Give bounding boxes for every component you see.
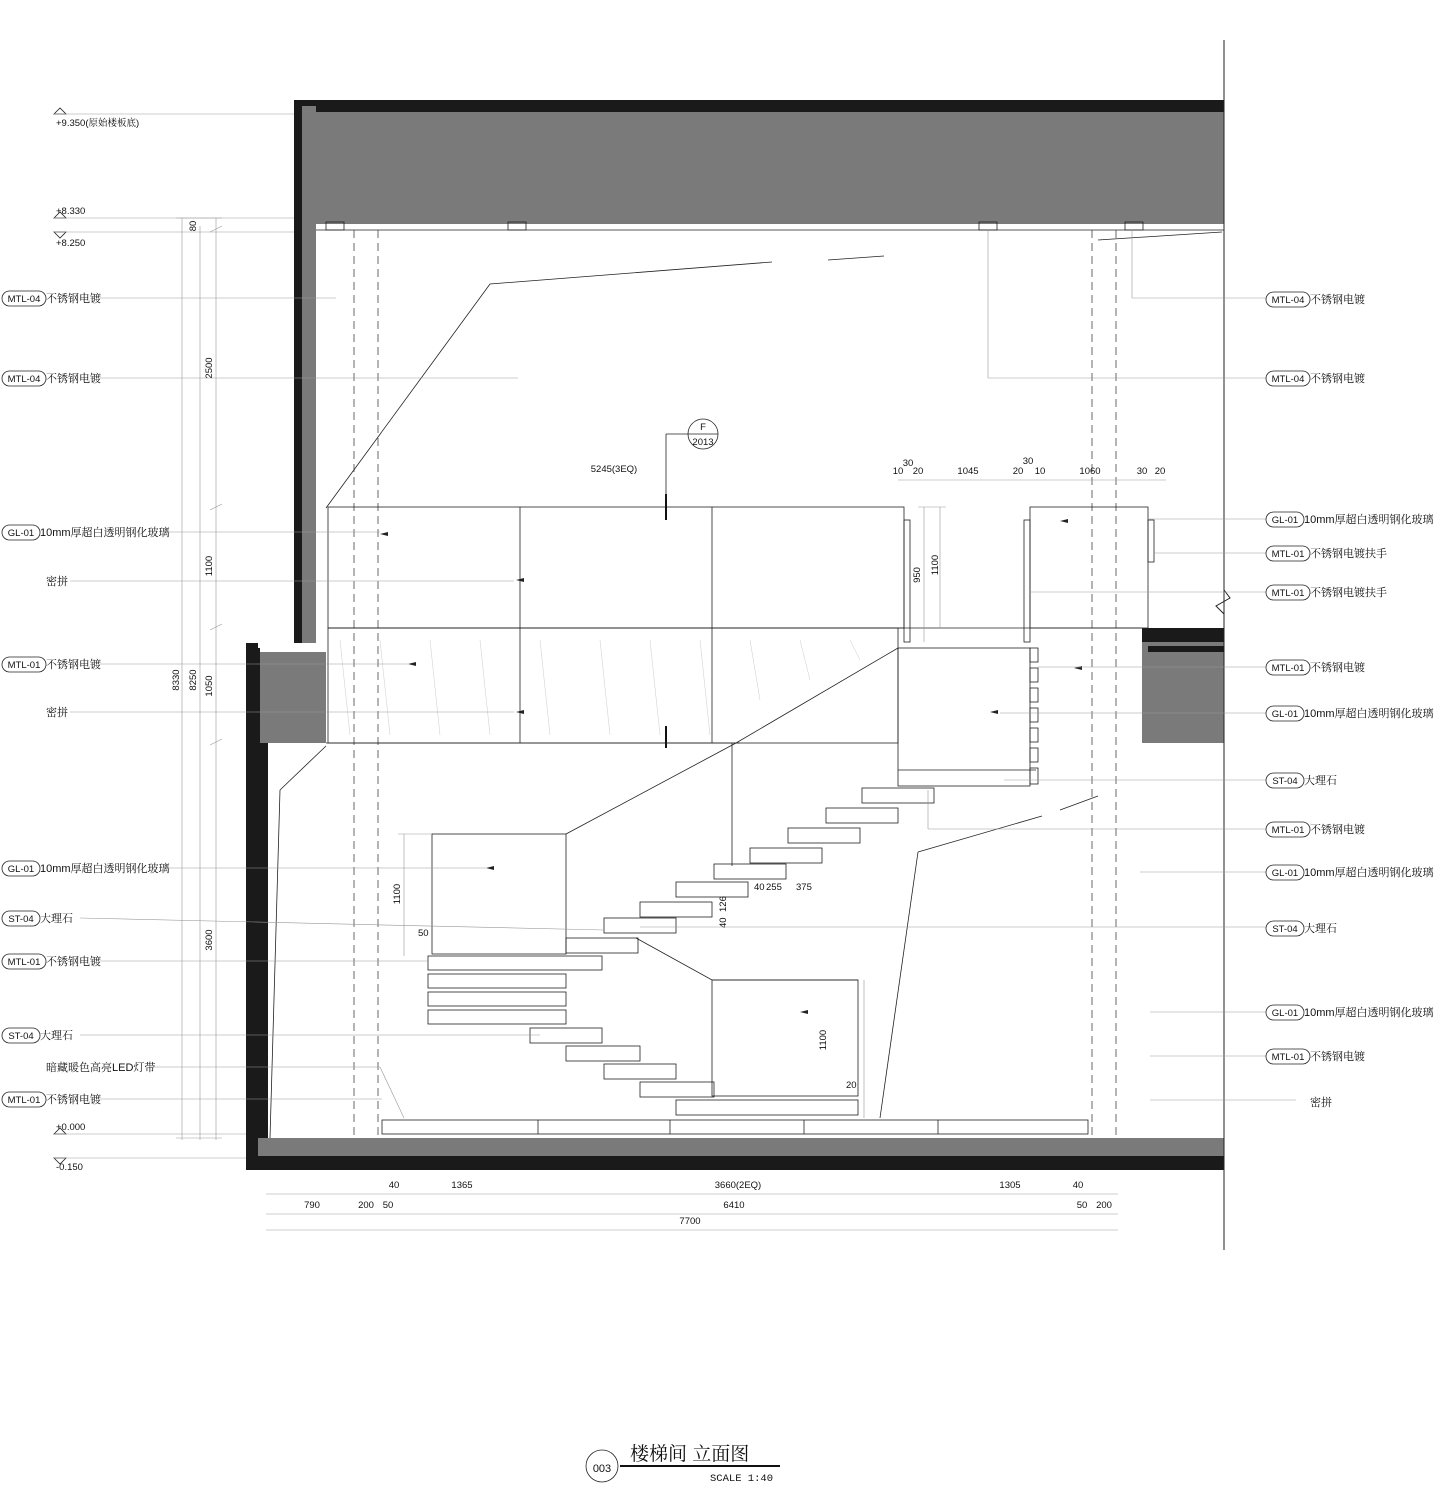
dim-2500: 2500: [204, 357, 215, 379]
label-text: 密拼: [1310, 1097, 1332, 1109]
label-tag: GL-01: [1271, 868, 1299, 879]
structure: [246, 40, 1230, 1250]
right-label: [1030, 585, 1387, 600]
left-label: [2, 911, 604, 930]
label-text: 密拼: [46, 576, 68, 588]
dim-1100-landing: 1100: [392, 883, 403, 905]
right-labels: [640, 230, 1434, 1109]
left-label: [2, 1092, 382, 1107]
label-text: 10mm厚超白透明钢化玻璃: [1304, 867, 1434, 879]
floor-slab: [258, 1138, 1224, 1156]
label-tag: MTL-04: [7, 374, 41, 385]
dim-950: 950: [912, 567, 923, 583]
dim-top-20a: 20: [912, 466, 924, 477]
mid-slab-right-top: [1142, 628, 1224, 642]
dim-790: 790: [304, 1200, 320, 1211]
label-text: 不锈钢电镀: [46, 956, 101, 968]
mid-slab-right: [1142, 628, 1224, 743]
dim-top-30b: 30: [1022, 456, 1034, 467]
dim-1100-lower: 1100: [818, 1029, 829, 1051]
dim-3660: 3660(2EQ): [714, 1180, 762, 1191]
label-tag: GL-01: [1271, 709, 1299, 720]
wall-outline: [246, 100, 1224, 1170]
label-text: 不锈钢电镀扶手: [1310, 587, 1387, 599]
label-text: 大理石: [1304, 775, 1337, 787]
right-label: [1004, 773, 1337, 788]
dim-8250: 8250: [188, 669, 199, 691]
mid-slab-left-edge: [252, 648, 260, 743]
label-tag: MTL-01: [1271, 663, 1305, 674]
dim-top-10b: 10: [1034, 466, 1046, 477]
right-label: [988, 230, 1365, 386]
drawing-scale: SCALE 1:40: [710, 1473, 774, 1485]
label-tag: MTL-01: [1271, 549, 1305, 560]
drawing-title: 楼梯间 立面图: [630, 1444, 750, 1465]
title-block: [586, 1443, 780, 1485]
dim-b1-40a: 40: [388, 1180, 400, 1191]
dim-7700: 7700: [679, 1216, 701, 1227]
dim-80: 80: [188, 220, 199, 232]
label-tag: MTL-04: [1271, 295, 1305, 306]
stair-dimensions: [718, 882, 812, 928]
dim-20: 20: [846, 1080, 857, 1091]
dim-stair-126: 126: [718, 896, 729, 912]
detail-ref-sheet: 2013: [692, 437, 714, 448]
left-label: [2, 861, 486, 876]
left-label: [46, 1060, 404, 1118]
label-tag: GL-01: [7, 864, 35, 875]
label-text: 10mm厚超白透明钢化玻璃: [40, 527, 170, 539]
level-9350: +9.350(原始楼板底): [56, 118, 140, 129]
dim-50: 50: [418, 928, 429, 939]
label-text: 不锈钢电镀: [46, 659, 101, 671]
drawing-number: 003: [592, 1463, 612, 1475]
left-label: [2, 657, 408, 672]
dim-top-10a: 10: [892, 466, 904, 477]
right-label: [640, 921, 1337, 936]
label-text: 不锈钢电镀: [46, 373, 101, 385]
dim-stair-40b: 40: [718, 917, 729, 928]
label-text: 10mm厚超白透明钢化玻璃: [40, 863, 170, 875]
label-tag: ST-04: [1272, 776, 1298, 787]
dim-1060: 1060: [1079, 466, 1101, 477]
detail-ref-letter: F: [700, 422, 706, 433]
lower-left-wall: [258, 743, 268, 1138]
label-tag: MTL-04: [1271, 374, 1305, 385]
label-tag: GL-01: [1271, 515, 1299, 526]
label-tag: MTL-01: [1271, 1052, 1305, 1063]
label-text: 10mm厚超白透明钢化玻璃: [1304, 1007, 1434, 1019]
dim-1050: 1050: [204, 675, 215, 697]
label-text: 暗藏暖色高亮LED灯带: [46, 1062, 156, 1074]
label-tag: ST-04: [8, 1031, 34, 1042]
dim-1100: 1100: [204, 555, 215, 577]
label-tag: GL-01: [1271, 1008, 1299, 1019]
label-tag: MTL-01: [7, 660, 41, 671]
upper-landing-box: [898, 648, 1082, 786]
label-text: 不锈钢电镀扶手: [1310, 548, 1387, 560]
bottom-dimensions: [266, 1180, 1118, 1230]
right-label: [1154, 546, 1387, 561]
mid-slab-left: [258, 652, 326, 743]
label-text: 密拼: [46, 707, 68, 719]
level-8330: +8.330: [56, 206, 86, 217]
left-label: [2, 525, 380, 540]
dim-stair-375: 375: [796, 882, 812, 893]
dim-b1-40b: 40: [1072, 1180, 1084, 1191]
mid-slab-right-slot: [1148, 646, 1224, 652]
dim-3600: 3600: [204, 929, 215, 951]
dim-stair-40a: 40: [754, 882, 765, 893]
label-tag: MTL-01: [7, 957, 41, 968]
label-text: 大理石: [1304, 923, 1337, 935]
dim-top-20c: 20: [1154, 466, 1166, 477]
label-tag: MTL-04: [7, 294, 41, 305]
dim-b2-50a: 50: [382, 1200, 394, 1211]
dim-1305: 1305: [999, 1180, 1021, 1191]
dim-b2-50b: 50: [1076, 1200, 1088, 1211]
dim-top-20b: 20: [1012, 466, 1024, 477]
label-text: 不锈钢电镀: [1310, 824, 1365, 836]
top-slab: [316, 112, 1224, 224]
right-label: [1150, 1049, 1365, 1064]
label-text: 10mm厚超白透明钢化玻璃: [1304, 708, 1434, 720]
left-label: [2, 291, 336, 306]
dashed-guides: [354, 230, 1116, 1138]
dim-1100-upper: 1100: [930, 554, 941, 576]
left-label: [46, 574, 514, 588]
dim-stair-255: 255: [766, 882, 782, 893]
top-dimensions: [591, 456, 1166, 480]
label-text: 不锈钢电镀: [1310, 662, 1365, 674]
level-0000: +0.000: [56, 1122, 86, 1133]
right-label: [1132, 230, 1365, 307]
left-wall: [302, 106, 316, 643]
dim-top-30c: 30: [1136, 466, 1148, 477]
label-text: 大理石: [40, 1030, 73, 1042]
dim-8330: 8330: [171, 669, 182, 691]
dim-1045: 1045: [957, 466, 979, 477]
label-text: 不锈钢电镀: [1310, 1051, 1365, 1063]
right-label: [1150, 1095, 1332, 1109]
stair: [382, 648, 1088, 1134]
label-tag: ST-04: [1272, 924, 1298, 935]
right-label: [1140, 865, 1434, 880]
dim-top-30a: 30: [902, 458, 914, 469]
right-label: [1148, 512, 1434, 527]
label-text: 不锈钢电镀: [1310, 294, 1365, 306]
level-8250: +8.250: [56, 238, 86, 249]
dim-6410: 6410: [723, 1200, 745, 1211]
left-label: [2, 1028, 540, 1043]
right-label: [1150, 1005, 1434, 1020]
dim-b2-200b: 200: [1096, 1200, 1112, 1211]
label-text: 不锈钢电镀: [46, 1094, 101, 1106]
label-tag: MTL-01: [1271, 825, 1305, 836]
label-tag: MTL-01: [7, 1095, 41, 1106]
label-text: 不锈钢电镀: [1310, 373, 1365, 385]
label-text: 不锈钢电镀: [46, 293, 101, 305]
dim-1365: 1365: [451, 1180, 473, 1191]
detail-reference: [666, 419, 718, 500]
left-label: [2, 371, 518, 386]
reflection-lines: [270, 232, 1222, 1138]
label-text: 10mm厚超白透明钢化玻璃: [1304, 514, 1434, 526]
break-symbol: [1216, 590, 1230, 614]
left-label: [2, 954, 428, 969]
label-tag: GL-01: [7, 528, 35, 539]
dim-b2-200a: 200: [358, 1200, 374, 1211]
label-text: 大理石: [40, 913, 73, 925]
label-tag: MTL-01: [1271, 588, 1305, 599]
label-tag: ST-04: [8, 914, 34, 925]
level-minus-0150: -0.150: [56, 1162, 83, 1173]
dim-5245: 5245(3EQ): [590, 464, 638, 475]
